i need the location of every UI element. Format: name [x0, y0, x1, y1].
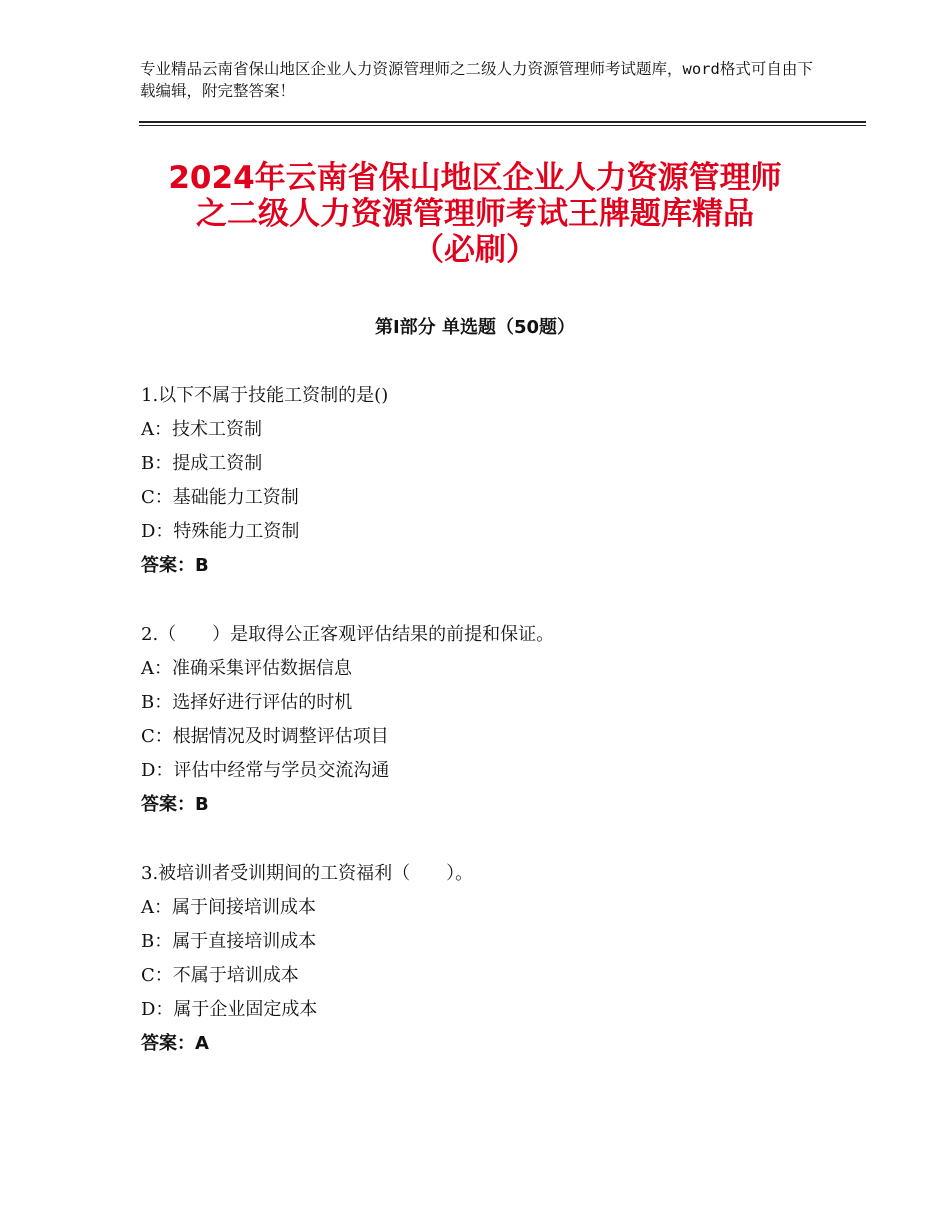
- question-stem: 2.（ ）是取得公正客观评估结果的前提和保证。: [141, 624, 555, 645]
- question-stem: 3.被培训者受训期间的工资福利（ ）。: [141, 863, 474, 884]
- header-divider-thin: [139, 125, 866, 126]
- option-d: D：特殊能力工资制: [141, 521, 300, 542]
- answer: 答案：B: [141, 555, 209, 576]
- answer: 答案：A: [141, 1033, 209, 1054]
- document-title: [120, 160, 830, 268]
- question-2: [141, 618, 841, 822]
- question-stem: 1.以下不属于技能工资制的是(): [141, 385, 389, 406]
- title-line-2: 之二级人力资源管理师考试王牌题库精品: [196, 196, 754, 232]
- option-c: C：不属于培训成本: [141, 965, 299, 986]
- section-title: 第Ⅰ部分 单选题（50题）: [374, 317, 575, 338]
- answer: 答案：B: [141, 794, 209, 815]
- option-c: C：根据情况及时调整评估项目: [141, 726, 389, 747]
- title-line-1: 2024年云南省保山地区企业人力资源管理师: [168, 160, 782, 196]
- option-c: C：基础能力工资制: [141, 487, 299, 508]
- question-3: [141, 857, 841, 1061]
- header-note: 专业精品云南省保山地区企业人力资源管理师之二级人力资源管理师考试题库，word格式可自由下载编辑，附完整答案！: [140, 60, 813, 100]
- title-line-3: （必刷）: [413, 232, 537, 268]
- option-d: D：评估中经常与学员交流沟通: [141, 760, 390, 781]
- option-a: A：准确采集评估数据信息: [141, 658, 352, 679]
- question-1: [141, 379, 841, 583]
- option-a: A：属于间接培训成本: [141, 897, 316, 918]
- option-a: A：技术工资制: [141, 419, 262, 440]
- header-divider: [139, 121, 866, 123]
- option-b: B：选择好进行评估的时机: [141, 692, 353, 713]
- option-b: B：属于直接培训成本: [141, 931, 317, 952]
- option-b: B：提成工资制: [141, 453, 263, 474]
- option-d: D：属于企业固定成本: [141, 999, 318, 1020]
